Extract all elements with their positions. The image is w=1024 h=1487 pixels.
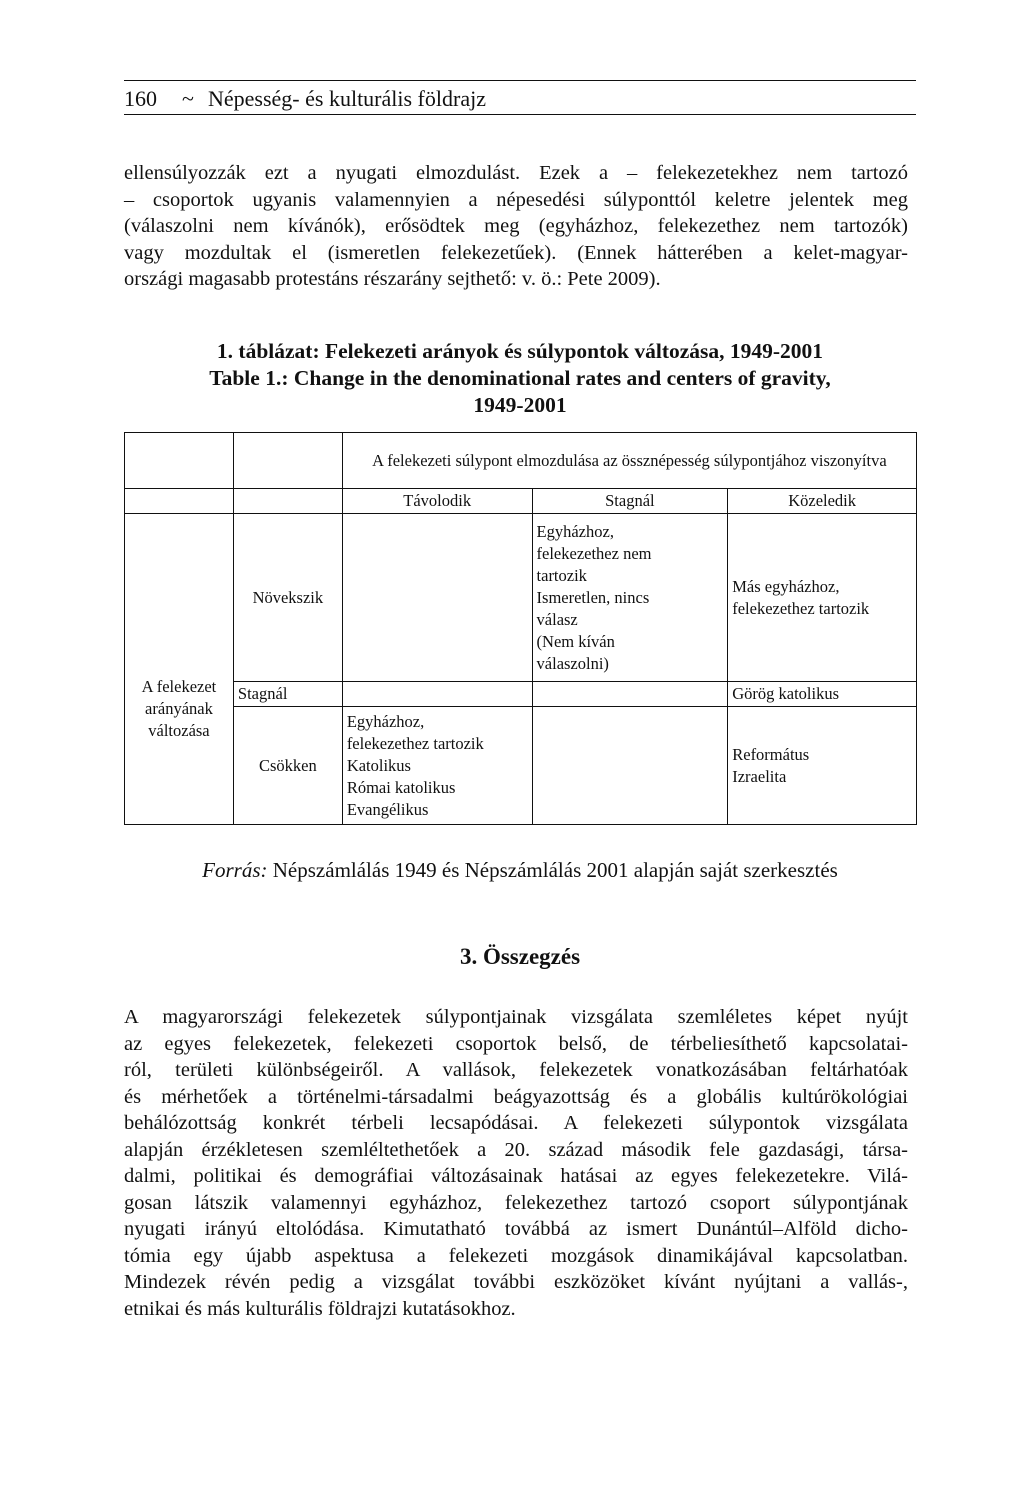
text-line: Mindezek révén pedig a vizsgálat további eszközöket kívánt nyújtani a vallás-,: [124, 1271, 908, 1293]
text-line: tómia egy újabb aspektusa a felekezeti mozgások dinamikájával kapcsolatban.: [124, 1244, 908, 1267]
cell-novekszik-kozeledik: [728, 514, 917, 682]
text-line: A magyarországi felekezetek súlypontjainak vizsgálata szemléletes képet nyújt: [124, 1006, 908, 1028]
row-group-label-line: változása: [148, 721, 210, 740]
text-line: országi magasabb protestáns részarány sejthető: v. ö.: Pete 2009).: [124, 268, 661, 290]
results-table: [124, 432, 917, 825]
cell-line: Izraelita: [732, 766, 787, 786]
row-group-label-line: A felekezet: [141, 677, 217, 696]
text-line: behálózottság konkrét térbeli lecsapódásai. A felekezeti súlypontok vizsgálata: [124, 1112, 908, 1134]
row-label-csokken: Csökken: [233, 707, 342, 825]
empty-cell: [233, 489, 342, 514]
page-number: 160: [124, 86, 157, 111]
text-line: nyugati irányú eltolódása. Kimutatható továbbá az ismert Dunántúl–Alföld dicho-: [124, 1218, 908, 1240]
col-header-stagnal: Stagnál: [532, 489, 728, 514]
cell-line: Egyházhoz,: [346, 711, 425, 731]
col-header-tavolodik: Távolodik: [342, 489, 532, 514]
text-line: az egyes felekezetek, felekezeti csoportok belső, de térbeliesíthető kapcsolatai-: [124, 1032, 908, 1055]
cell-stagnal-stagnal: [532, 682, 728, 707]
cell-stagnal-kozeledik: Görög katolikus: [728, 682, 917, 707]
empty-cell: [233, 433, 342, 489]
cell-line: felekezethez tartozik: [346, 733, 484, 753]
text-line: etnikai és más kulturális földrajzi kutatásokhoz.: [124, 1297, 516, 1320]
text-line: dalmi, politikai és demográfiai változásainak hatásai az egyes felekezetekre. Vilá-: [124, 1165, 908, 1187]
caption-english-line1: Table 1.: Change in the denominational rates and centers of gravity,: [209, 366, 831, 390]
cell-line: válasz: [536, 609, 578, 629]
top-header-cell: A felekezeti súlypont elmozdulása az össznépesség súlypontjához viszonyítva: [342, 433, 916, 489]
cell-line: Református: [732, 744, 810, 764]
summary-paragraph: [124, 1004, 908, 1322]
text-line: ellensúlyozzák ezt a nyugati elmozdulást. Ezek a – felekezetekhez nem tartozó: [124, 162, 908, 184]
source-text: Népszámlálás 1949 és Népszámlálás 2001 alapján saját szerkesztés: [267, 858, 838, 882]
cell-line: felekezethez tartozik: [732, 598, 870, 618]
running-header: [124, 80, 916, 115]
row-group-label: [125, 514, 234, 825]
text-line: és mérhetőek a történelmi-társadalmi beágyazottság és a globális kultúrökológiai: [124, 1085, 908, 1108]
col-header-kozeledik: Közeledik: [728, 489, 917, 514]
cell-line: Evangélikus: [346, 799, 429, 819]
cell-line: Katolikus: [346, 755, 411, 775]
cell-novekszik-tavolodik: [342, 514, 532, 682]
row-group-label-line: arányának: [145, 699, 213, 718]
empty-cell: [125, 489, 234, 514]
running-title: Népesség- és kulturális földrajz: [208, 86, 486, 111]
intro-paragraph: [124, 160, 908, 293]
cell-line: válaszolni): [536, 653, 609, 673]
text-line: (válaszolni nem kívánók), erősödtek meg (egyházhoz, felekezethez nem tartozók): [124, 215, 908, 237]
cell-line: tartozik: [536, 565, 587, 585]
source-label: Forrás:: [202, 858, 268, 882]
cell-line: felekezethez nem: [536, 543, 652, 563]
section-title: 3. Összegzés: [459, 944, 581, 969]
cell-line: Más egyházhoz,: [732, 576, 840, 596]
row-label-stagnal: Stagnál: [233, 682, 342, 707]
text-line: – csoportok ugyanis valamennyien a népesedési súlyponttól keletre jelentek meg: [124, 188, 908, 211]
cell-line: Egyházhoz,: [536, 521, 614, 541]
cell-stagnal-tavolodik: [342, 682, 532, 707]
cell-line: (Nem kíván: [536, 631, 615, 651]
caption-english-line2: 1949-2001: [473, 393, 567, 417]
text-line: vagy mozdultak el (ismeretlen felekezetűek). (Ennek hátterében a kelet-magyar-: [124, 241, 908, 264]
text-line: alapján érzékletesen szemléltethetőek a 20. század második fele gazdasági, társa-: [124, 1138, 908, 1161]
header-separator: ~: [182, 86, 194, 111]
cell-csokken-tavolodik: [342, 707, 532, 825]
cell-line: Ismeretlen, nincs: [536, 587, 650, 607]
cell-csokken-stagnal: [532, 707, 728, 825]
empty-cell: [125, 433, 234, 489]
caption-hungarian: 1. táblázat: Felekezeti arányok és súlypontok változása, 1949-2001: [216, 339, 824, 363]
cell-novekszik-stagnal: [532, 514, 728, 682]
text-line: ról, területi különbségeiről. A vallások, felekezetek vonatkozásában feltárhatóak: [124, 1059, 908, 1081]
row-label-novekszik: Növekszik: [233, 514, 342, 682]
cell-line: Római katolikus: [346, 777, 456, 797]
table-caption: [124, 338, 916, 419]
source-note: [124, 858, 916, 883]
text-line: gosan látszik valamennyi egyházhoz, felekezethez tartozó csoport súlypontjának: [124, 1191, 908, 1214]
cell-csokken-kozeledik: [728, 707, 917, 825]
